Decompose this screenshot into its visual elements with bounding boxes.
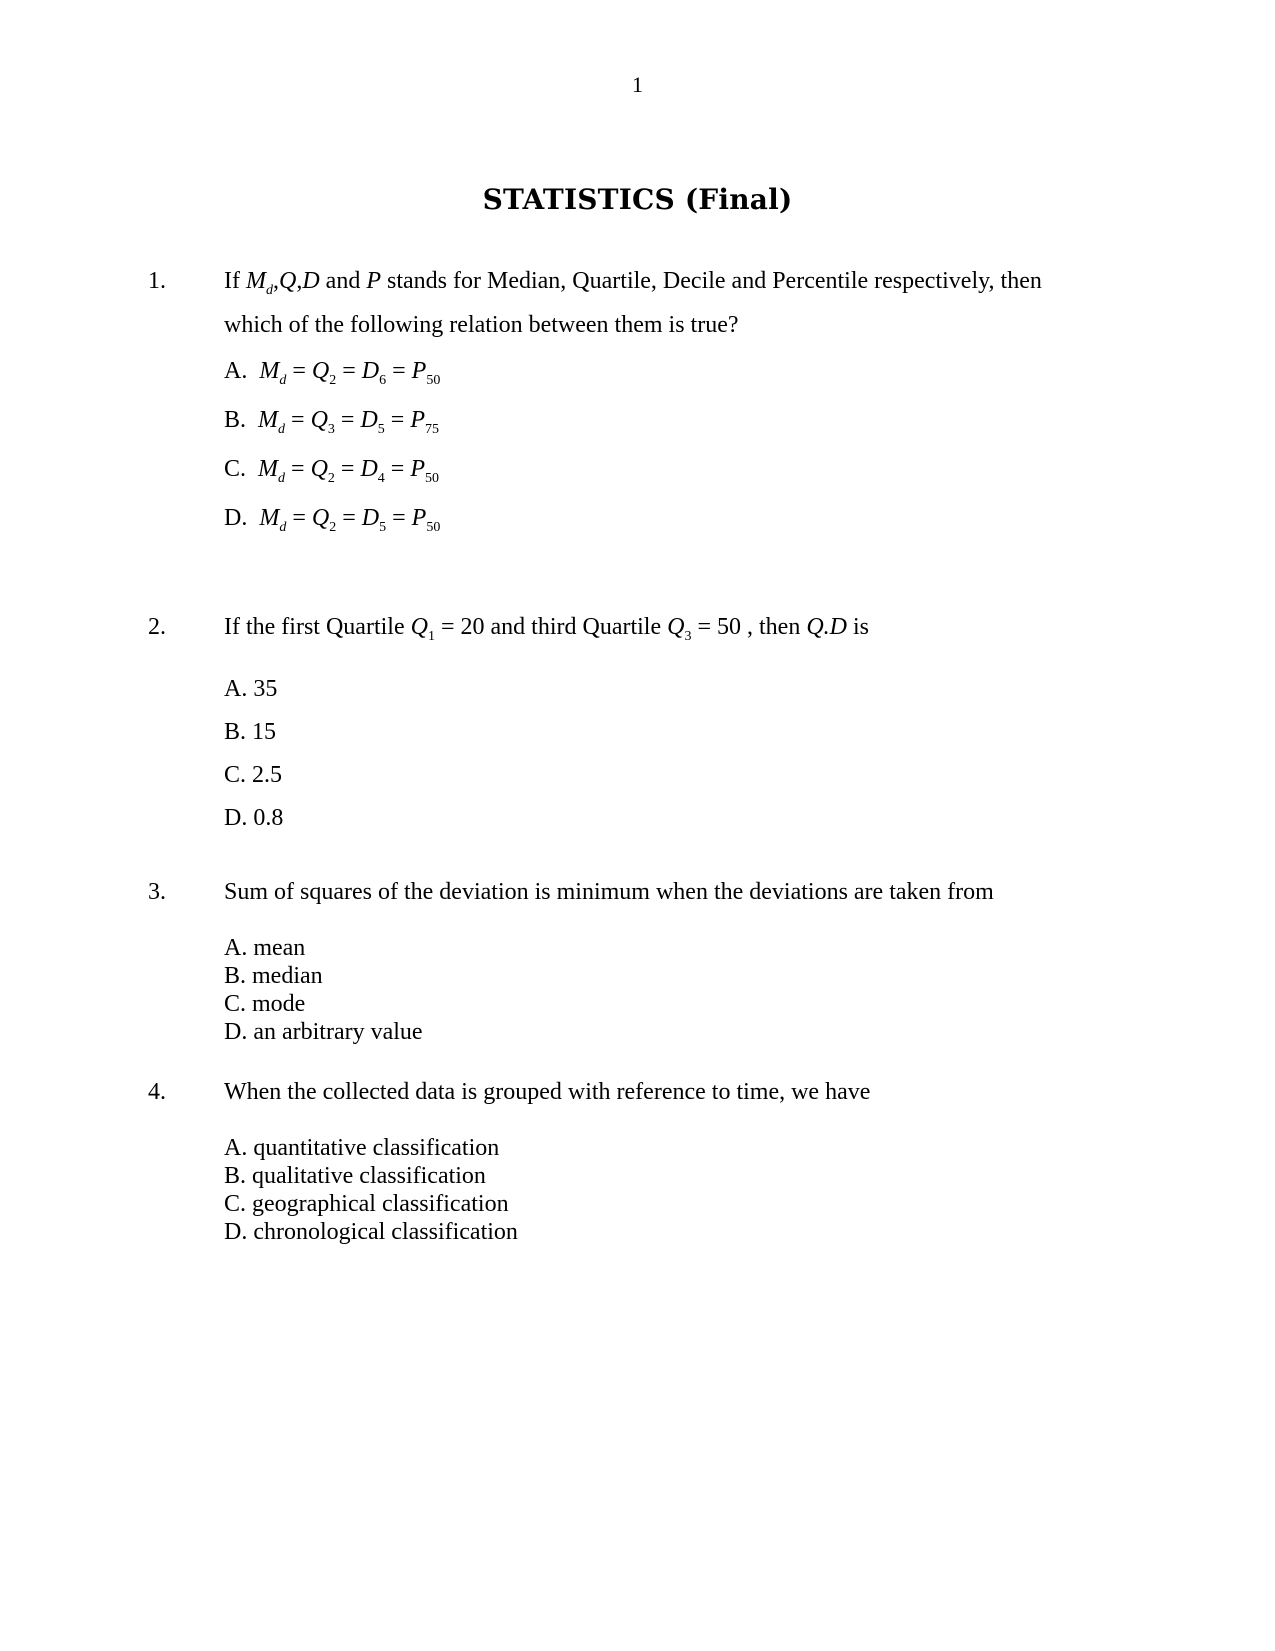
question-2-number: 2. — [148, 614, 166, 640]
question-3-option-b: B. median — [224, 963, 323, 989]
question-4-option-a: A. quantitative classification — [224, 1135, 500, 1161]
question-2-option-d: D. 0.8 — [224, 805, 284, 831]
question-1-option-a: A. $M_d = Q_2 = D_6 = P_{50}$ — [224, 358, 441, 388]
question-4-option-d: D. chronological classification — [224, 1219, 518, 1245]
question-2-option-a: A. 35 — [224, 676, 278, 702]
question-4-text: When the collected data is grouped with reference to time, we have — [224, 1079, 871, 1105]
question-1-option-d: D. $M_d = Q_2 = D_5 = P_{50}$ — [224, 505, 441, 535]
question-3-option-c: C. mode — [224, 991, 306, 1017]
question-1-number: 1. — [148, 268, 166, 294]
question-3-number: 3. — [148, 879, 166, 905]
question-4-option-c: C. geographical classification — [224, 1191, 509, 1217]
page-number: 1 — [632, 72, 643, 97]
question-4-option-b: B. qualitative classification — [224, 1163, 486, 1189]
question-3-text: Sum of squares of the deviation is minimum when the deviations are taken from — [224, 879, 994, 905]
question-3-option-a: A. mean — [224, 935, 306, 961]
question-2-text: If the first Quartile $Q_1 = 20$ and third Quartile $Q_3 = 50$ , then Q.D is — [224, 614, 870, 644]
question-2-option-c: C. 2.5 — [224, 762, 283, 788]
question-2-option-b: B. 15 — [224, 719, 277, 745]
question-1-text: If $M_d,Q,D$ and P stands for Median, Quartile, Decile and Percentile respectively, then which of the following relation between them is true? — [224, 268, 1042, 338]
question-1-option-b: B. $M_d = Q_3 = D_5 = P_{75}$ — [224, 407, 440, 437]
page-title: STATISTICS (Final) — [482, 183, 793, 216]
question-3-option-d: D. an arbitrary value — [224, 1019, 423, 1045]
question-1-option-c: C. $M_d = Q_2 = D_4 = P_{50}$ — [224, 456, 440, 486]
question-4-number: 4. — [148, 1079, 166, 1105]
